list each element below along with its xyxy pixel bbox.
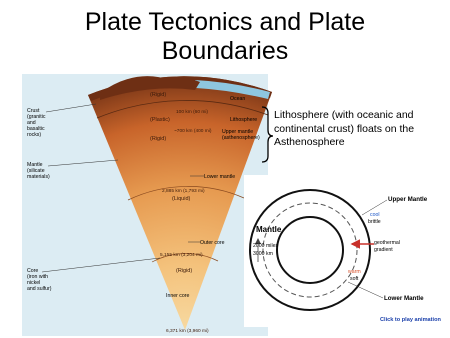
lithosphere-callout: Lithosphere (with oceanic and continental crust) floats on the Asthenosphere [274,109,415,148]
ring-warm: warm [348,269,361,275]
ring-km: 3000 km [253,251,273,257]
label-plastic: (Plastic) [150,117,170,123]
label-rigid-core: (Rigid) [176,268,193,274]
depth-100: 100 km (60 mi) [176,110,208,115]
svg-text:Mantle: Mantle [27,162,43,168]
ring-gradient: gradient [374,247,393,253]
svg-text:nickel: nickel [27,280,41,286]
label-rigid-top: (Rigid) [150,92,167,98]
ring-miles: 2000 miles [253,243,279,249]
ring-cool: cool [370,212,380,218]
svg-text:(iron with: (iron with [27,274,49,280]
ring-soft: soft [350,276,359,282]
depth-5155: 5,155 km (3,204 mi) [160,253,203,258]
ring-brittle: brittle [368,219,381,225]
play-animation-link[interactable]: Click to play animation [380,317,441,323]
svg-text:basaltic: basaltic [27,126,45,132]
svg-text:materials): materials) [27,174,50,180]
ring-mantle-label: Mantle [256,225,282,234]
label-rigid-mid: (Rigid) [150,136,167,142]
label-outer-core: Outer core [200,240,225,246]
label-ocean: Ocean [230,96,246,102]
svg-text:(granitic: (granitic [27,114,46,120]
title-line-1: Plate Tectonics and Plate [84,8,366,36]
svg-text:and sulfur): and sulfur) [27,286,52,292]
depth-700: ~700 km (400 mi) [174,129,212,134]
svg-text:and: and [27,120,36,126]
depth-2885: 2,885 km (1,793 mi) [162,189,205,194]
svg-text:Upper mantle: Upper mantle [222,129,254,135]
ring-lower-mantle: Lower Mantle [384,295,424,302]
label-lithosphere: Lithosphere [230,117,258,123]
label-liquid: (Liquid) [172,196,191,202]
svg-text:rocks): rocks) [27,132,42,138]
label-inner-core: Inner core [166,293,190,299]
svg-text:(silicate: (silicate [27,168,45,174]
svg-text:(asthenosphere): (asthenosphere) [222,135,260,141]
svg-text:Core: Core [27,268,39,274]
ring-upper-mantle: Upper Mantle [388,196,428,203]
ring-geothermal: geothermal [374,240,400,246]
title-line-2: Boundaries [161,37,289,65]
label-lower-mantle: Lower mantle [204,174,236,180]
svg-text:Crust: Crust [27,108,40,114]
depth-6371: 6,371 km (3,960 mi) [166,329,209,334]
